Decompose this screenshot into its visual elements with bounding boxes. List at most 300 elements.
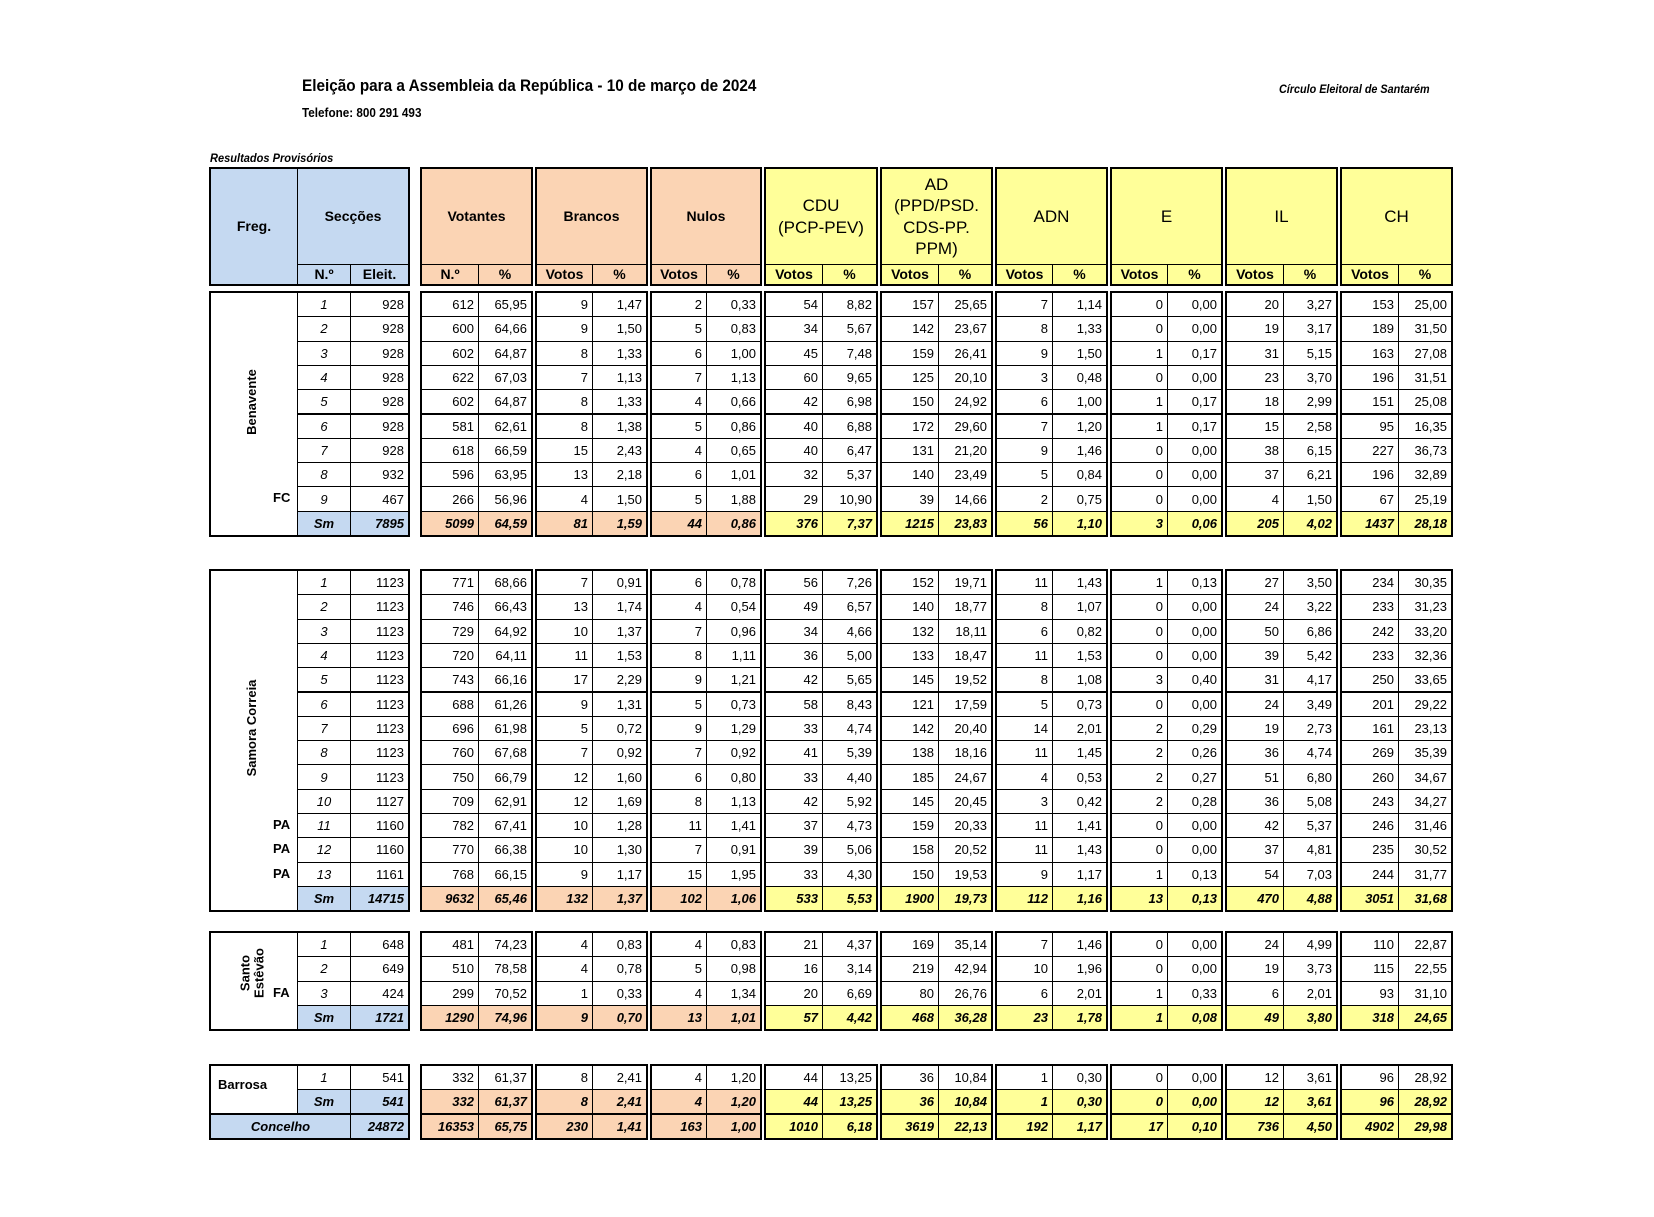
row-party-2-votes: 3 [996, 789, 1053, 814]
row-brancos-votes: 12 [536, 789, 593, 814]
row-party-2-votes: 11 [996, 643, 1053, 668]
row-nulos-votes: 2 [651, 292, 707, 317]
sum-row-brancos-pct: 1,59 [592, 511, 647, 536]
row-votantes-pct: 74,23 [478, 932, 532, 957]
row-brancos-votes: 9 [536, 692, 593, 717]
row-party-1-votes: 150 [881, 389, 939, 414]
row-votantes-votes: 622 [421, 365, 479, 390]
sum-row-brancos-votes: 81 [536, 511, 593, 536]
sum-row-party-1-votes: 1215 [881, 511, 939, 536]
row-nulos-pct: 0,96 [706, 619, 761, 644]
row-party-1-votes: 39 [881, 486, 939, 511]
row-party-5-votes: 234 [1341, 570, 1399, 595]
row-party-0-pct: 4,40 [822, 764, 877, 789]
row-party-3-pct: 0,00 [1167, 813, 1222, 838]
row-electors: 1123 [350, 667, 409, 692]
row-party-5-pct: 25,19 [1398, 486, 1452, 511]
row-party-0-votes: 41 [765, 740, 823, 765]
row-nulos-votes: 4 [651, 1065, 707, 1090]
total-party-2-votes: 192 [996, 1114, 1053, 1139]
row-section-number: 9 [297, 486, 351, 511]
row-electors: 928 [350, 292, 409, 317]
row-nulos-votes: 6 [651, 462, 707, 487]
row-votantes-votes: 618 [421, 438, 479, 463]
freguesia-name: Barrosa [218, 1077, 268, 1092]
row-party-3-votes: 0 [1111, 619, 1168, 644]
row-party-4-pct: 1,50 [1283, 486, 1337, 511]
row-party-3-pct: 0,00 [1167, 643, 1222, 668]
row-nulos-pct: 0,92 [706, 740, 761, 765]
row-party-3-votes: 3 [1111, 667, 1168, 692]
row-party-0-votes: 42 [765, 667, 823, 692]
row-party-4-pct: 3,49 [1283, 692, 1337, 717]
header-brancos-pct: % [592, 264, 647, 285]
row-party-1-pct: 17,59 [938, 692, 992, 717]
row-party-3-votes: 0 [1111, 692, 1168, 717]
sum-row-brancos-votes: 132 [536, 886, 593, 911]
row-votantes-pct: 64,66 [478, 316, 532, 341]
row-party-4-votes: 19 [1226, 716, 1284, 741]
row-brancos-votes: 11 [536, 643, 593, 668]
row-party-4-votes: 50 [1226, 619, 1284, 644]
row-nulos-votes: 7 [651, 619, 707, 644]
row-party-4-votes: 54 [1226, 862, 1284, 887]
row-brancos-pct: 2,43 [592, 438, 647, 463]
row-nulos-pct: 0,83 [706, 932, 761, 957]
row-nulos-pct: 1,13 [706, 365, 761, 390]
row-votantes-pct: 64,11 [478, 643, 532, 668]
row-party-0-pct: 5,65 [822, 667, 877, 692]
total-votantes-pct: 65,75 [478, 1114, 532, 1139]
row-brancos-pct: 1,31 [592, 692, 647, 717]
row-brancos-pct: 0,91 [592, 570, 647, 595]
sum-row-votantes-votes: 1290 [421, 1005, 479, 1030]
row-votantes-pct: 67,68 [478, 740, 532, 765]
row-brancos-pct: 1,13 [592, 365, 647, 390]
row-party-3-votes: 0 [1111, 594, 1168, 619]
row-nulos-votes: 6 [651, 764, 707, 789]
row-party-5-pct: 23,13 [1398, 716, 1452, 741]
row-nulos-pct: 1,20 [706, 1065, 761, 1090]
row-party-4-pct: 4,17 [1283, 667, 1337, 692]
row-party-1-votes: 185 [881, 764, 939, 789]
row-nulos-votes: 5 [651, 692, 707, 717]
row-party-2-pct: 1,08 [1052, 667, 1107, 692]
row-party-3-votes: 1 [1111, 341, 1168, 366]
row-party-0-pct: 6,69 [822, 981, 877, 1006]
header-party-4-pct: % [1283, 264, 1337, 285]
row-electors: 1123 [350, 643, 409, 668]
row-party-5-pct: 35,39 [1398, 740, 1452, 765]
total-party-2-pct: 1,17 [1052, 1114, 1107, 1139]
sum-row-party-5-votes: 318 [1341, 1005, 1399, 1030]
row-party-3-votes: 2 [1111, 789, 1168, 814]
row-party-4-votes: 24 [1226, 932, 1284, 957]
row-votantes-votes: 746 [421, 594, 479, 619]
row-party-2-votes: 5 [996, 462, 1053, 487]
row-party-5-pct: 31,51 [1398, 365, 1452, 390]
sum-row-nulos-votes: 13 [651, 1005, 707, 1030]
row-brancos-votes: 4 [536, 486, 593, 511]
total-party-0-pct: 6,18 [822, 1114, 877, 1139]
row-party-5-votes: 269 [1341, 740, 1399, 765]
row-party-0-pct: 6,57 [822, 594, 877, 619]
sum-row-section-number: Sm [297, 511, 351, 536]
row-electors: 467 [350, 486, 409, 511]
row-party-2-votes: 10 [996, 956, 1053, 981]
row-party-3-votes: 1 [1111, 389, 1168, 414]
row-party-3-pct: 0,33 [1167, 981, 1222, 1006]
row-votantes-pct: 64,87 [478, 341, 532, 366]
row-party-0-votes: 32 [765, 462, 823, 487]
header-votantes: Votantes [421, 168, 532, 265]
total-party-4-pct: 4,50 [1283, 1114, 1337, 1139]
sum-row-party-5-pct: 24,65 [1398, 1005, 1452, 1030]
row-party-1-pct: 18,16 [938, 740, 992, 765]
row-electors: 932 [350, 462, 409, 487]
row-party-2-pct: 2,01 [1052, 716, 1107, 741]
row-brancos-votes: 9 [536, 316, 593, 341]
row-party-0-pct: 8,82 [822, 292, 877, 317]
row-party-2-pct: 1,43 [1052, 837, 1107, 862]
row-votantes-pct: 62,91 [478, 789, 532, 814]
row-party-4-votes: 36 [1226, 789, 1284, 814]
row-party-2-votes: 8 [996, 667, 1053, 692]
row-votantes-votes: 688 [421, 692, 479, 717]
row-party-1-pct: 26,76 [938, 981, 992, 1006]
row-party-3-pct: 0,17 [1167, 341, 1222, 366]
row-votantes-pct: 66,15 [478, 862, 532, 887]
row-party-2-pct: 2,01 [1052, 981, 1107, 1006]
row-section-number: 4 [297, 365, 351, 390]
row-party-5-pct: 34,67 [1398, 764, 1452, 789]
row-party-1-votes: 138 [881, 740, 939, 765]
total-party-5-votes: 4902 [1341, 1114, 1399, 1139]
row-brancos-votes: 17 [536, 667, 593, 692]
row-section-number: 11 [297, 813, 351, 838]
row-party-1-pct: 24,67 [938, 764, 992, 789]
row-party-5-pct: 33,20 [1398, 619, 1452, 644]
row-party-3-votes: 0 [1111, 837, 1168, 862]
sum-row-party-5-pct: 28,18 [1398, 511, 1452, 536]
row-electors: 928 [350, 341, 409, 366]
row-party-1-votes: 36 [881, 1065, 939, 1090]
row-party-4-votes: 24 [1226, 594, 1284, 619]
row-party-0-votes: 56 [765, 570, 823, 595]
row-party-0-pct: 10,90 [822, 486, 877, 511]
sum-row-party-5-pct: 28,92 [1398, 1089, 1452, 1114]
sum-row-votantes-votes: 5099 [421, 511, 479, 536]
header-party-1-votes: Votos [881, 264, 939, 285]
row-votantes-votes: 760 [421, 740, 479, 765]
row-brancos-pct: 2,18 [592, 462, 647, 487]
row-party-1-pct: 20,10 [938, 365, 992, 390]
row-brancos-votes: 1 [536, 981, 593, 1006]
row-nulos-pct: 1,01 [706, 462, 761, 487]
row-party-1-votes: 169 [881, 932, 939, 957]
row-votantes-pct: 70,52 [478, 981, 532, 1006]
row-party-3-pct: 0,00 [1167, 462, 1222, 487]
row-section-number: 3 [297, 619, 351, 644]
row-party-0-votes: 49 [765, 594, 823, 619]
row-electors: 928 [350, 365, 409, 390]
row-party-4-pct: 6,80 [1283, 764, 1337, 789]
row-brancos-votes: 8 [536, 414, 593, 439]
row-nulos-pct: 1,88 [706, 486, 761, 511]
row-party-4-pct: 4,81 [1283, 837, 1337, 862]
freguesia-name: Santo Estêvão [237, 947, 266, 998]
row-party-4-pct: 4,99 [1283, 932, 1337, 957]
row-party-3-pct: 0,00 [1167, 1065, 1222, 1090]
row-party-4-pct: 5,42 [1283, 643, 1337, 668]
row-brancos-votes: 10 [536, 619, 593, 644]
row-brancos-votes: 4 [536, 932, 593, 957]
row-tag: PA [273, 841, 291, 857]
row-party-5-pct: 33,65 [1398, 667, 1452, 692]
row-brancos-votes: 12 [536, 764, 593, 789]
row-votantes-pct: 61,37 [478, 1065, 532, 1090]
row-party-2-votes: 3 [996, 365, 1053, 390]
row-party-4-pct: 6,86 [1283, 619, 1337, 644]
row-party-3-pct: 0,17 [1167, 414, 1222, 439]
sum-row-party-0-pct: 13,25 [822, 1089, 877, 1114]
row-party-2-votes: 2 [996, 486, 1053, 511]
row-party-4-votes: 36 [1226, 740, 1284, 765]
row-nulos-pct: 1,29 [706, 716, 761, 741]
sum-row-section-number: Sm [297, 886, 351, 911]
total-party-0-votes: 1010 [765, 1114, 823, 1139]
sum-row-party-2-votes: 56 [996, 511, 1053, 536]
row-votantes-votes: 743 [421, 667, 479, 692]
total-party-1-pct: 22,13 [938, 1114, 992, 1139]
row-party-1-votes: 140 [881, 594, 939, 619]
row-party-5-pct: 29,22 [1398, 692, 1452, 717]
row-party-1-votes: 140 [881, 462, 939, 487]
row-brancos-pct: 2,29 [592, 667, 647, 692]
row-party-2-pct: 1,45 [1052, 740, 1107, 765]
sum-row-party-2-votes: 1 [996, 1089, 1053, 1114]
results-label: Resultados Provisórios [210, 151, 334, 165]
row-party-0-pct: 8,43 [822, 692, 877, 717]
row-party-0-pct: 6,47 [822, 438, 877, 463]
sum-row-party-3-pct: 0,08 [1167, 1005, 1222, 1030]
row-party-1-pct: 18,47 [938, 643, 992, 668]
row-party-3-votes: 0 [1111, 438, 1168, 463]
row-brancos-pct: 1,37 [592, 619, 647, 644]
sum-row-party-0-votes: 376 [765, 511, 823, 536]
row-electors: 1123 [350, 692, 409, 717]
row-party-3-votes: 0 [1111, 462, 1168, 487]
row-party-1-votes: 142 [881, 716, 939, 741]
total-party-5-pct: 29,98 [1398, 1114, 1452, 1139]
sum-row-party-2-pct: 1,16 [1052, 886, 1107, 911]
row-party-5-pct: 36,73 [1398, 438, 1452, 463]
row-party-0-votes: 40 [765, 438, 823, 463]
row-electors: 424 [350, 981, 409, 1006]
header-party-5: CH [1341, 168, 1452, 265]
row-votantes-votes: 332 [421, 1065, 479, 1090]
row-votantes-pct: 67,03 [478, 365, 532, 390]
row-party-0-pct: 4,37 [822, 932, 877, 957]
row-brancos-pct: 1,30 [592, 837, 647, 862]
row-party-4-pct: 3,70 [1283, 365, 1337, 390]
row-party-0-pct: 5,39 [822, 740, 877, 765]
sum-row-party-2-votes: 112 [996, 886, 1053, 911]
row-party-3-pct: 0,00 [1167, 365, 1222, 390]
sum-row-brancos-pct: 1,37 [592, 886, 647, 911]
sum-row-party-0-votes: 44 [765, 1089, 823, 1114]
row-nulos-votes: 5 [651, 414, 707, 439]
row-party-4-votes: 24 [1226, 692, 1284, 717]
row-party-5-pct: 25,08 [1398, 389, 1452, 414]
row-brancos-pct: 0,92 [592, 740, 647, 765]
row-party-0-pct: 4,74 [822, 716, 877, 741]
row-party-3-votes: 1 [1111, 981, 1168, 1006]
row-section-number: 7 [297, 716, 351, 741]
row-party-5-votes: 93 [1341, 981, 1399, 1006]
header-party-0-pct: % [822, 264, 877, 285]
row-party-4-votes: 19 [1226, 956, 1284, 981]
row-party-5-votes: 246 [1341, 813, 1399, 838]
row-party-5-votes: 227 [1341, 438, 1399, 463]
row-votantes-votes: 750 [421, 764, 479, 789]
total-nulos-votes: 163 [651, 1114, 707, 1139]
row-party-0-votes: 60 [765, 365, 823, 390]
row-electors: 1123 [350, 594, 409, 619]
row-party-1-votes: 121 [881, 692, 939, 717]
row-brancos-pct: 0,83 [592, 932, 647, 957]
row-party-0-pct: 6,98 [822, 389, 877, 414]
row-party-3-pct: 0,17 [1167, 389, 1222, 414]
row-votantes-votes: 596 [421, 462, 479, 487]
row-party-5-votes: 115 [1341, 956, 1399, 981]
row-party-0-pct: 5,92 [822, 789, 877, 814]
row-brancos-votes: 7 [536, 570, 593, 595]
row-votantes-pct: 66,43 [478, 594, 532, 619]
row-party-2-votes: 6 [996, 619, 1053, 644]
sum-row-section-number: Sm [297, 1005, 351, 1030]
row-votantes-pct: 68,66 [478, 570, 532, 595]
row-party-5-votes: 242 [1341, 619, 1399, 644]
row-party-2-votes: 9 [996, 862, 1053, 887]
row-votantes-votes: 612 [421, 292, 479, 317]
header-party-1-pct: % [938, 264, 992, 285]
row-party-3-pct: 0,29 [1167, 716, 1222, 741]
row-party-3-pct: 0,00 [1167, 619, 1222, 644]
total-party-3-votes: 17 [1111, 1114, 1168, 1139]
row-votantes-votes: 720 [421, 643, 479, 668]
row-party-5-pct: 32,89 [1398, 462, 1452, 487]
row-party-5-votes: 153 [1341, 292, 1399, 317]
row-party-5-pct: 34,27 [1398, 789, 1452, 814]
sum-row-votantes-votes: 332 [421, 1089, 479, 1114]
row-party-2-pct: 1,00 [1052, 389, 1107, 414]
row-party-3-pct: 0,00 [1167, 692, 1222, 717]
row-party-1-votes: 125 [881, 365, 939, 390]
row-brancos-votes: 9 [536, 292, 593, 317]
row-brancos-pct: 1,33 [592, 341, 647, 366]
row-party-1-pct: 19,53 [938, 862, 992, 887]
row-party-4-votes: 19 [1226, 316, 1284, 341]
row-party-2-pct: 0,53 [1052, 764, 1107, 789]
row-party-2-pct: 0,73 [1052, 692, 1107, 717]
row-nulos-pct: 0,65 [706, 438, 761, 463]
header-party-3: E [1111, 168, 1222, 265]
row-party-2-pct: 0,48 [1052, 365, 1107, 390]
row-party-0-pct: 3,14 [822, 956, 877, 981]
row-party-5-votes: 67 [1341, 486, 1399, 511]
row-party-2-votes: 8 [996, 316, 1053, 341]
row-nulos-votes: 5 [651, 956, 707, 981]
row-nulos-votes: 6 [651, 570, 707, 595]
row-party-3-votes: 0 [1111, 932, 1168, 957]
row-party-4-pct: 3,50 [1283, 570, 1337, 595]
row-nulos-votes: 9 [651, 716, 707, 741]
row-party-4-votes: 31 [1226, 341, 1284, 366]
sum-row-brancos-votes: 9 [536, 1005, 593, 1030]
sum-row-party-1-pct: 23,83 [938, 511, 992, 536]
sum-row-party-2-pct: 1,10 [1052, 511, 1107, 536]
row-party-4-pct: 2,58 [1283, 414, 1337, 439]
row-party-1-votes: 157 [881, 292, 939, 317]
row-section-number: 6 [297, 692, 351, 717]
sum-row-party-3-pct: 0,06 [1167, 511, 1222, 536]
sum-row-party-5-votes: 96 [1341, 1089, 1399, 1114]
row-party-3-votes: 0 [1111, 643, 1168, 668]
row-brancos-pct: 0,72 [592, 716, 647, 741]
row-party-1-votes: 132 [881, 619, 939, 644]
row-party-3-pct: 0,00 [1167, 837, 1222, 862]
row-party-5-pct: 28,92 [1398, 1065, 1452, 1090]
row-party-1-votes: 145 [881, 667, 939, 692]
row-party-5-votes: 163 [1341, 341, 1399, 366]
row-party-1-pct: 29,60 [938, 414, 992, 439]
row-section-number: 10 [297, 789, 351, 814]
row-nulos-pct: 1,00 [706, 341, 761, 366]
row-votantes-votes: 581 [421, 414, 479, 439]
row-nulos-votes: 4 [651, 594, 707, 619]
row-party-2-pct: 1,20 [1052, 414, 1107, 439]
row-party-4-votes: 23 [1226, 365, 1284, 390]
row-party-5-pct: 27,08 [1398, 341, 1452, 366]
row-votantes-votes: 299 [421, 981, 479, 1006]
row-party-1-pct: 26,41 [938, 341, 992, 366]
row-party-5-votes: 243 [1341, 789, 1399, 814]
sum-row-party-2-pct: 1,78 [1052, 1005, 1107, 1030]
row-nulos-pct: 0,78 [706, 570, 761, 595]
row-party-2-pct: 1,53 [1052, 643, 1107, 668]
row-party-3-votes: 2 [1111, 716, 1168, 741]
row-electors: 1123 [350, 716, 409, 741]
row-section-number: 13 [297, 862, 351, 887]
header-freg: Freg. [210, 168, 298, 285]
row-votantes-pct: 65,95 [478, 292, 532, 317]
row-party-0-votes: 16 [765, 956, 823, 981]
row-nulos-pct: 0,80 [706, 764, 761, 789]
row-brancos-pct: 1,50 [592, 316, 647, 341]
row-brancos-votes: 8 [536, 341, 593, 366]
row-votantes-votes: 600 [421, 316, 479, 341]
row-party-2-votes: 11 [996, 740, 1053, 765]
row-party-5-pct: 30,52 [1398, 837, 1452, 862]
sum-row-section-number: Sm [297, 1089, 351, 1114]
row-brancos-votes: 8 [536, 389, 593, 414]
row-party-2-pct: 0,30 [1052, 1065, 1107, 1090]
row-nulos-pct: 1,41 [706, 813, 761, 838]
total-votantes-votes: 16353 [421, 1114, 479, 1139]
row-party-1-pct: 25,65 [938, 292, 992, 317]
header-nulos: Nulos [651, 168, 761, 265]
